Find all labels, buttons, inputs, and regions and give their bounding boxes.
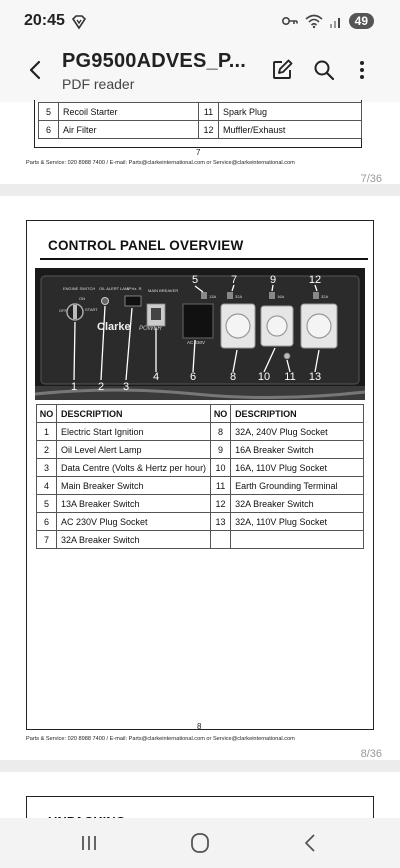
home-icon[interactable] <box>187 831 213 855</box>
svg-text:POWER: POWER <box>139 326 162 332</box>
app-notification-icon <box>71 14 87 30</box>
callout-4: 4 <box>152 371 160 383</box>
key-icon <box>281 15 299 27</box>
callout-3: 3 <box>122 381 130 393</box>
table-row: 6 AC 230V Plug Socket 13 32A, 110V Plug Socket <box>37 513 364 531</box>
svg-text:13A: 13A <box>209 294 217 299</box>
breaker-switch-32a-b <box>313 292 319 299</box>
data-centre-display <box>125 296 141 306</box>
callout-12: 12 <box>308 274 322 286</box>
breaker-switch-16a <box>269 292 275 299</box>
page-number: 8 <box>197 722 202 731</box>
pdf-page-7 <box>0 102 400 184</box>
arrow-left-icon[interactable] <box>24 58 48 82</box>
callout-7: 7 <box>230 274 238 286</box>
callout-10: 10 <box>257 371 271 383</box>
table-row: 7 32A Breaker Switch <box>37 531 364 549</box>
ac-230v-socket <box>183 304 213 338</box>
svg-text:32A: 32A <box>235 294 243 299</box>
section-title: CONTROL PANEL OVERVIEW <box>48 238 244 253</box>
recents-icon[interactable] <box>76 831 102 855</box>
breaker-switch-32a <box>227 292 233 299</box>
wifi-icon <box>305 14 323 28</box>
battery-indicator: 49 <box>349 13 374 29</box>
page-number: 7 <box>196 148 201 157</box>
table-row: 3 Data Centre (Volts & Hertz per hour) 10 16A, 110V Plug Socket <box>37 459 364 477</box>
search-icon[interactable] <box>312 58 336 82</box>
svg-text:16A: 16A <box>277 294 285 299</box>
table-row: 5 Recoil Starter 11 Spark Plug <box>39 103 362 121</box>
svg-text:AC 230V: AC 230V <box>187 340 206 345</box>
svg-text:OFF: OFF <box>59 308 67 313</box>
control-panel-table <box>36 404 364 549</box>
table-row: 6 Air Filter 12 Muffler/Exhaust <box>39 121 362 139</box>
callout-11: 11 <box>284 371 296 383</box>
earth-terminal <box>284 353 290 359</box>
page-footer: Parts & Service: 020 8988 7400 / E-mail: Parts@clarkeinternational.com or Service@clarkeinternational.com <box>26 160 295 166</box>
components-table-tail <box>38 102 362 139</box>
app-header <box>0 44 400 102</box>
callout-8: 8 <box>229 371 237 383</box>
callout-6: 6 <box>189 371 197 383</box>
callout-1: 1 <box>70 381 78 393</box>
svg-text:32A: 32A <box>321 294 329 299</box>
oil-alert-lamp <box>102 298 109 305</box>
table-row: 4 Main Breaker Switch 11 Earth Grounding Terminal <box>37 477 364 495</box>
control-panel-photo <box>35 268 365 400</box>
table-row: 1 Electric Start Ignition 8 32A, 240V Plug Socket <box>37 423 364 441</box>
callout-2: 2 <box>97 381 105 393</box>
app-subtitle: PDF reader <box>62 76 135 92</box>
page-footer: Parts & Service: 020 8988 7400 / E-mail: Parts@clarkeinternational.com or Service@clarkeinternational.com <box>26 736 295 742</box>
signal-icon <box>329 15 343 28</box>
status-bar <box>0 0 400 44</box>
page-counter: 8/36 <box>360 748 382 760</box>
svg-text:START: START <box>85 307 98 312</box>
callout-9: 9 <box>269 274 277 286</box>
brand-logo: Clarke <box>97 321 131 333</box>
vhz-label: V. Hz. R. <box>127 286 143 291</box>
breaker-switch-13a <box>201 292 207 299</box>
page-counter: 7/36 <box>360 173 382 185</box>
edit-icon[interactable] <box>270 58 294 82</box>
pdf-page-9 <box>0 772 400 818</box>
title-rule <box>40 258 368 260</box>
callout-5: 5 <box>191 274 199 286</box>
status-time: 20:45 <box>24 12 65 29</box>
oil-alert-label: OIL ALERT LAMP <box>99 286 131 291</box>
system-nav-bar <box>0 818 400 868</box>
more-vert-icon[interactable] <box>350 58 374 82</box>
callout-13: 13 <box>308 371 322 383</box>
nav-back-icon[interactable] <box>298 831 324 855</box>
document-title: PG9500ADVES_P... <box>62 50 247 72</box>
svg-text:ON: ON <box>79 296 85 301</box>
table-header-row: NO DESCRIPTION NO DESCRIPTION <box>37 405 364 423</box>
engine-switch-label: ENGINE SWITCH <box>63 286 96 291</box>
status-icons <box>281 13 374 29</box>
main-breaker-label: MAIN BREAKER <box>148 288 179 293</box>
table-row: 5 13A Breaker Switch 12 32A Breaker Switch <box>37 495 364 513</box>
table-row: 2 Oil Level Alert Lamp 9 16A Breaker Switch <box>37 441 364 459</box>
